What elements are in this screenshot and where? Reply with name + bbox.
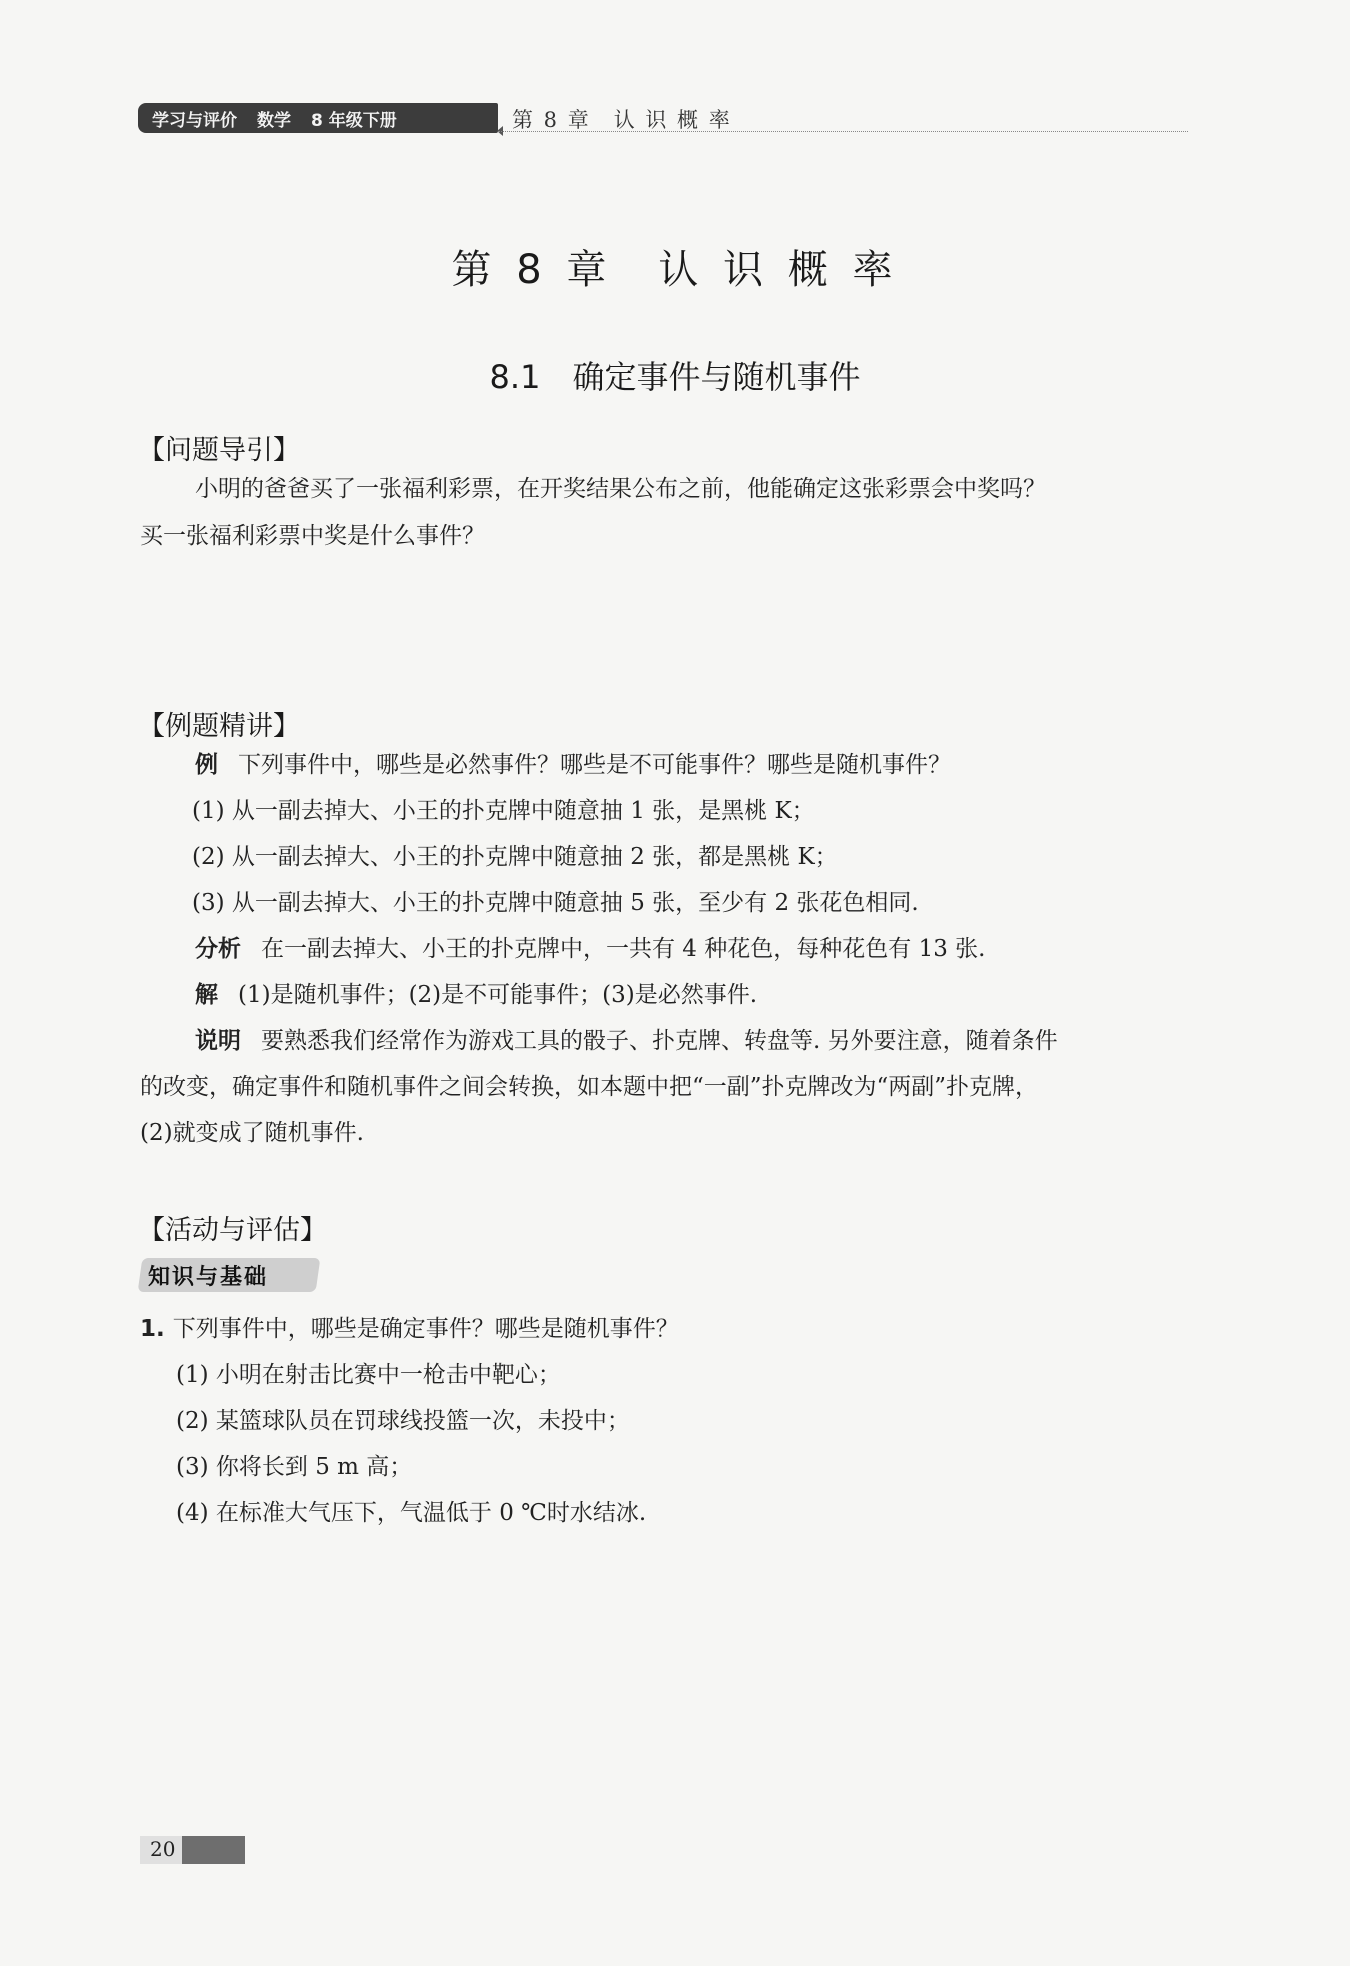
question-1-item-4: (4) 在标准大气压下，气温低于 0 ℃时水结冰. <box>176 1500 647 1526</box>
example-item-2: (2) 从一副去掉大、小王的扑克牌中随意抽 2 张，都是黑桃 K； <box>192 844 838 870</box>
guide-line-1: 小明的爸爸买了一张福利彩票，在开奖结果公布之前，他能确定这张彩票会中奖吗？ <box>195 476 1046 502</box>
section-title: 8.1 确定事件与随机事件 <box>489 358 861 396</box>
solution-label: 解 <box>195 982 218 1008</box>
book-subject: 数学 <box>257 110 291 131</box>
question-1-item-1: (1) 小明在射击比赛中一枪击中靶心； <box>176 1362 561 1388</box>
note-label: 说明 <box>195 1028 241 1054</box>
example-heading: 【例题精讲】 <box>138 711 300 742</box>
question-1 <box>140 1306 679 1352</box>
question-1-item-3: (3) 你将长到 5 m 高； <box>176 1454 413 1480</box>
note-line-1: 要熟悉我们经常作为游戏工具的骰子、扑克牌、转盘等. 另外要注意，随着条件 <box>261 1028 1058 1054</box>
book-header <box>138 103 498 133</box>
chapter-title: 第 8 章 认 识 概 率 <box>451 247 899 293</box>
example-solution <box>195 972 757 1018</box>
solution-text: (1)是随机事件；(2)是不可能事件；(3)是必然事件. <box>238 982 758 1008</box>
question-number: 1. <box>140 1316 165 1342</box>
example-analysis <box>195 926 985 972</box>
example-item-3: (3) 从一副去掉大、小王的扑克牌中随意抽 5 张，至少有 2 张花色相同. <box>192 890 919 916</box>
book-grade: 8 年级下册 <box>311 110 397 131</box>
header-divider <box>498 131 1188 132</box>
knowledge-badge: 知识与基础 <box>148 1265 269 1290</box>
example-note <box>195 1018 1058 1064</box>
analysis-text: 在一副去掉大、小王的扑克牌中，一共有 4 种花色，每种花色有 13 张. <box>261 936 986 962</box>
example-item-1: (1) 从一副去掉大、小王的扑克牌中随意抽 1 张，是黑桃 K； <box>192 798 815 824</box>
header-chapter: 第 8 章 认 识 概 率 <box>512 108 732 132</box>
analysis-label: 分析 <box>195 936 241 962</box>
guide-line-2: 买一张福利彩票中奖是什么事件？ <box>140 523 485 549</box>
page-number: 20 <box>150 1837 176 1861</box>
question-1-item-2: (2) 某篮球队员在罚球线投篮一次，未投中； <box>176 1408 630 1434</box>
activity-heading: 【活动与评估】 <box>138 1215 327 1246</box>
example-question-text: 下列事件中，哪些是必然事件？哪些是不可能事件？哪些是随机事件？ <box>238 752 951 778</box>
example-question <box>195 742 951 788</box>
book-series: 学习与评价 <box>152 110 237 131</box>
note-line-3: (2)就变成了随机事件. <box>140 1120 364 1146</box>
example-label: 例 <box>195 752 218 778</box>
question-1-text: 下列事件中，哪些是确定事件？哪些是随机事件？ <box>172 1316 679 1342</box>
note-line-2: 的改变，确定事件和随机事件之间会转换，如本题中把“一副”扑克牌改为“两副”扑克牌， <box>140 1074 1039 1100</box>
guide-heading: 【问题导引】 <box>138 435 300 466</box>
